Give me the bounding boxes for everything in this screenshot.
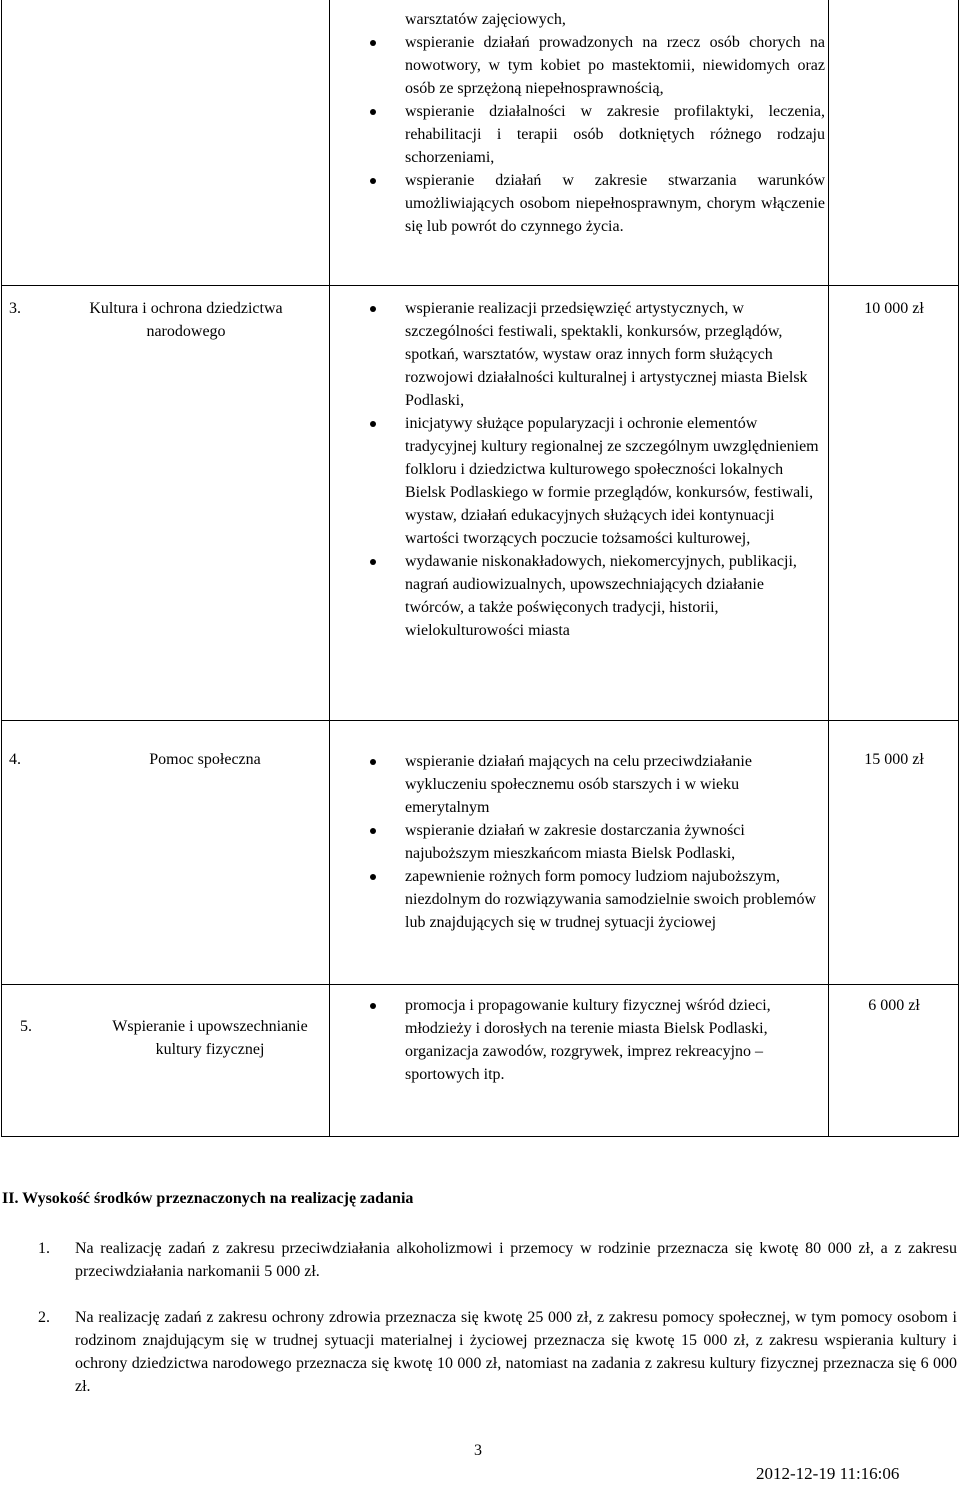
item-text: Na realizację zadań z zakresu ochrony zdrowia przeznacza się kwotę 25 000 zł, z zakresu pomocy społecznej, w tym pomocy osobom i rodzinom znajdującym się w trudnej sytuacji materialnej i życiowej przeznacza się kwotę 15 000 zł, z zakresu wspierania kultury i ochrony dziedzictwa narodowego przeznacza się kwotę 10 000 zł, natomiast na zadania z zakresu kultury fizycznej przeznacza się 6 000 zł. bbox=[75, 1309, 957, 1395]
bullet-icon bbox=[370, 828, 376, 834]
row-number: 5. bbox=[20, 1018, 32, 1035]
list-item: wspieranie realizacji przedsięwzięć artystycznych, w szczególności festiwali, spektakli, konkursów, przeglądów, spotkań, warsztatów, wystaw oraz innych form służących rozwojowi działalności kulturalnej i artystycznej miasta Bielsk Podlaski, bbox=[405, 297, 825, 412]
list-item: wspieranie działań w zakresie dostarczania żywności najuboższym mieszkańcom miasta Bielsk Podlaski, bbox=[405, 819, 825, 865]
row-bullets bbox=[405, 297, 825, 642]
table-border-left bbox=[1, 0, 2, 1137]
bullet-icon bbox=[370, 874, 376, 880]
bullet-icon bbox=[370, 109, 376, 115]
row-separator bbox=[1, 285, 959, 286]
continuation-line: warsztatów zajęciowych, bbox=[405, 11, 566, 28]
bullet-icon bbox=[370, 178, 376, 184]
row-bullets bbox=[405, 750, 825, 934]
list-item: wspieranie działalności w zakresie profilaktyki, leczenia, rehabilitacji i terapii osób dotkniętych różnego rodzaju schorzeniami, bbox=[405, 100, 825, 169]
timestamp: 2012-12-19 11:16:06 bbox=[756, 1464, 900, 1483]
list-item: promocja i propagowanie kultury fizycznej wśród dzieci, młodzieży i dorosłych na terenie miasta Bielsk Podlaski, organizacja zawodów, rozgrywek, imprez rekreacyjno – sportowych itp. bbox=[405, 994, 825, 1086]
list-item: wspieranie działań prowadzonych na rzecz osób chorych na nowotwory, w tym kobiet po mastektomii, niewidomych oraz osób ze sprzężoną niepełnosprawnością, bbox=[405, 31, 825, 100]
page-number: 3 bbox=[474, 1442, 482, 1459]
item-number: 2. bbox=[38, 1309, 50, 1326]
list-item: wydawanie niskonakładowych, niekomercyjnych, publikacji, nagrań audiowizualnych, upowszechniających działanie twórców, a także poświęconych tradycji, historii, wielokulturowości miasta bbox=[405, 550, 825, 642]
item-number: 1. bbox=[38, 1240, 50, 1257]
row-amount: 10 000 zł bbox=[864, 300, 924, 317]
bullet-icon bbox=[370, 40, 376, 46]
list-item: inicjatywy służące popularyzacji i ochronie elementów tradycyjnej kultury regionalnej ze szczególnym uwzględnieniem folkloru i dziedzictwa kulturowego społeczności lokalnych Bielsk Podlaskiego w formie przeglądów, konkursów, festiwali, wystaw, działań edukacyjnych służących idei kontynuacji wartości tworzących poczucie tożsamości kulturowej, bbox=[405, 412, 825, 550]
row-bullets bbox=[405, 994, 825, 1086]
section-heading: II. Wysokość środków przeznaczonych na realizację zadania bbox=[2, 1190, 414, 1207]
list-item: wspieranie działań w zakresie stwarzania warunków umożliwiających osobom niepełnosprawnym, chorym włączenie się lub powrót do czynnego życia. bbox=[405, 169, 825, 238]
row-separator bbox=[1, 720, 959, 721]
list-item: wspieranie działań mających na celu przeciwdziałanie wykluczeniu społecznemu osób starszych i w wieku emerytalnym bbox=[405, 750, 825, 819]
row-name: Wspieranie i upowszechnianie kultury fizycznej bbox=[112, 1018, 308, 1058]
table-divider-2 bbox=[828, 0, 829, 1137]
table-border-bottom bbox=[1, 1136, 959, 1137]
continuation-list bbox=[405, 31, 825, 238]
row-separator bbox=[1, 984, 959, 985]
bullet-icon bbox=[370, 421, 376, 427]
bullet-icon bbox=[370, 559, 376, 565]
row-name: Pomoc społeczna bbox=[149, 751, 261, 768]
table-border-right bbox=[958, 0, 959, 1137]
row-name: Kultura i ochrona dziedzictwa narodowego bbox=[89, 300, 283, 340]
bullet-icon bbox=[370, 306, 376, 312]
item-text: Na realizację zadań z zakresu przeciwdziałania alkoholizmowi i przemocy w rodzinie przeznacza się kwotę 80 000 zł, a z zakresu przeciwdziałania narkomanii 5 000 zł. bbox=[75, 1240, 957, 1280]
list-item: zapewnienie rożnych form pomocy ludziom najuboższym, niezdolnym do rozwiązywania samodzielnie swoich problemów lub znajdujących się w trudnej sytuacji życiowej bbox=[405, 865, 825, 934]
bullet-icon bbox=[370, 1003, 376, 1009]
table-divider-1 bbox=[329, 0, 330, 1137]
row-amount: 15 000 zł bbox=[864, 751, 924, 768]
row-amount: 6 000 zł bbox=[868, 997, 920, 1014]
row-number: 3. bbox=[9, 300, 21, 317]
row-number: 4. bbox=[9, 751, 21, 768]
bullet-icon bbox=[370, 759, 376, 765]
